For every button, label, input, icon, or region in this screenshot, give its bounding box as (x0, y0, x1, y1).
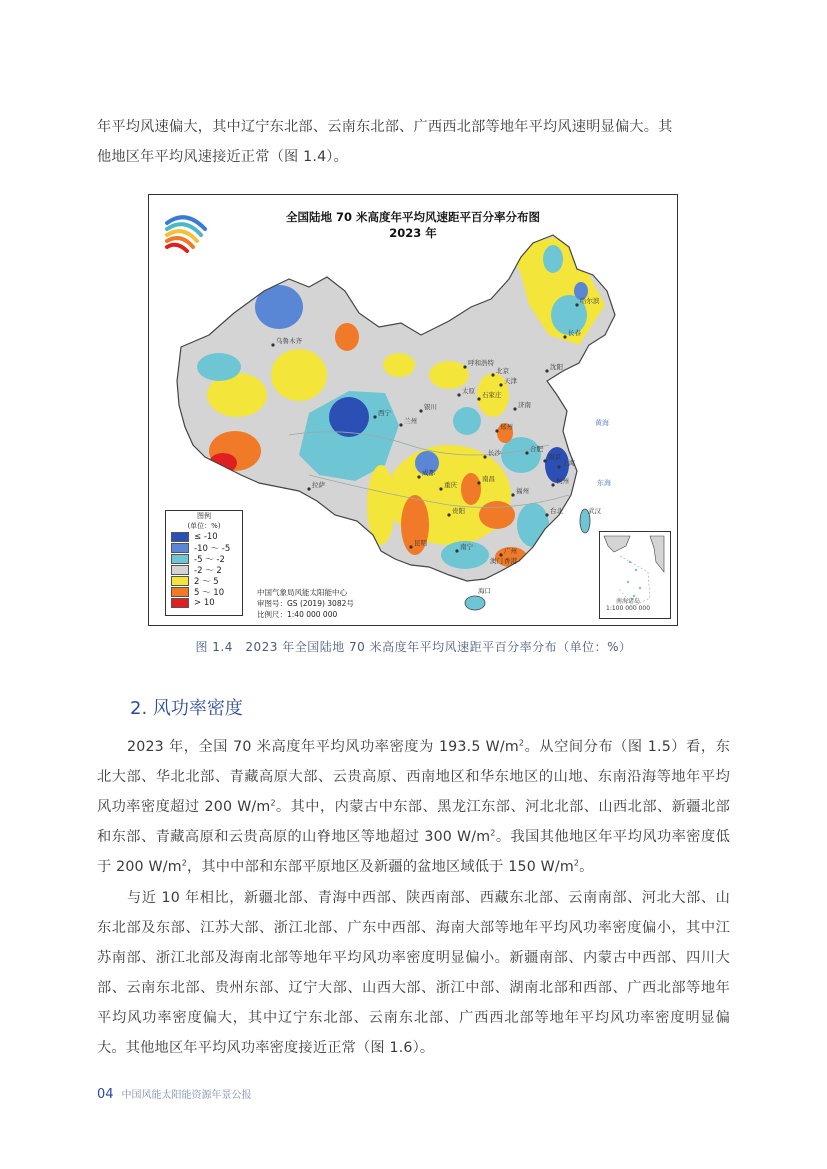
legend-item: -10 ～ -5 (166, 542, 242, 553)
top-text-line2: 他地区年平均风速接近正常（图 1.4）。 (97, 149, 348, 165)
credit-org: 中国气象局风能太阳能中心 (257, 588, 347, 597)
city-label: 重庆 (444, 481, 457, 489)
credit-scale: 比例尺：1:40 000 000 (257, 610, 338, 619)
footer-title: 中国风能太阳能资源年景公报 (121, 1090, 252, 1101)
legend-item: 5 ～ 10 (166, 586, 242, 597)
page-footer (97, 1086, 252, 1102)
city-label: 呼和浩特 (468, 359, 494, 367)
page-number: 04 (97, 1087, 114, 1102)
city-label: 广州 (504, 547, 517, 555)
legend-item: 2 ～ 5 (166, 575, 242, 586)
sea-label: 黄海 (595, 419, 609, 427)
city-label: 太原 (462, 387, 475, 395)
city-label: 沈阳 (550, 363, 563, 371)
city-label: 西宁 (378, 409, 391, 417)
legend-swatch (171, 587, 189, 597)
city-label: 银川 (424, 403, 437, 411)
city-label: 武汉 (588, 507, 601, 515)
city-label: 郑州 (500, 423, 513, 431)
legend-item: -5 ～ -2 (166, 553, 242, 564)
city-label: 兰州 (404, 417, 417, 425)
inset-label: 南海诸岛 (616, 598, 641, 605)
city-label: 海口 (478, 587, 491, 595)
city-label: 南宁 (460, 543, 473, 551)
city-label: 拉萨 (312, 481, 325, 489)
legend-swatch (171, 576, 189, 586)
section-heading: 2. 风功率密度 (130, 698, 243, 719)
city-label: 上海 (562, 459, 575, 467)
city-label: 澳门 (490, 557, 503, 565)
inset-scale: 1:100 000 000 (606, 605, 651, 612)
sea-label: 东海 (597, 479, 611, 487)
city-label: 台北 (550, 507, 563, 515)
legend-item: > 10 (166, 597, 242, 608)
city-label: 香港 (504, 557, 517, 565)
wind-anomaly-map-figure (148, 194, 678, 626)
city-label: 成都 (422, 469, 435, 477)
legend-swatch (171, 543, 189, 553)
city-label: 昆明 (414, 539, 427, 547)
city-label: 长春 (568, 329, 581, 337)
map-year: 2023 年 (389, 226, 437, 240)
city-label: 济南 (518, 401, 531, 409)
city-label: 长沙 (488, 449, 501, 457)
legend-swatch (171, 598, 189, 608)
legend-swatch (171, 554, 189, 564)
credit-review: 审图号：GS (2019) 3082号 (257, 599, 354, 608)
legend-item: ≤ -10 (166, 531, 242, 542)
city-label: 乌鲁木齐 (276, 337, 302, 345)
city-label: 南京 (548, 453, 561, 461)
legend-swatch (171, 532, 189, 542)
paragraph-comparison: 与近 10 年相比，新疆北部、青海中西部、陕西南部、西藏东北部、云南南部、河北大部、山东北部及东部、江苏大部、浙江北部、广东中西部、海南大部等地年平均风功率密度偏小，其中江苏南部、浙江北部及海南北部等地年平均风功率密度明显偏小。新疆南部、内蒙古中西部、四川大部、云南东北部、贵州东部、辽宁大部、山西大部、浙江中部、湖南北部和西部、广西北部等地年平均风功率密度偏大，其中辽宁东北部、云南东北部、广西西北部等地年平均风功率密度明显偏大。其他地区年平均风功率密度接近正常（图 1.6）。 (97, 890, 730, 1056)
top-paragraph (97, 112, 730, 172)
legend-unit: (单位：%) (187, 522, 221, 530)
city-label: 合肥 (530, 445, 543, 453)
map-title: 全国陆地 70 米高度年平均风速距平百分率分布图 (285, 210, 540, 224)
legend-swatch (171, 565, 189, 575)
city-label: 福州 (516, 487, 529, 495)
map-credits (257, 587, 354, 620)
city-label: 天津 (504, 377, 517, 385)
top-text-line1: 年平均风速偏大，其中辽宁东北部、云南东北部、广西西北部等地年平均风速明显偏大。其 (97, 119, 673, 135)
city-label: 哈尔滨 (580, 297, 600, 305)
city-label: 石家庄 (482, 391, 502, 399)
city-label: 北京 (496, 367, 509, 375)
city-label: 南昌 (482, 475, 495, 483)
figure-caption: 图 1.4 2023 年全国陆地 70 米高度年平均风速距平百分率分布（单位：%） (195, 640, 632, 654)
legend-title: 图例 (197, 512, 211, 520)
city-label: 贵阳 (452, 507, 465, 515)
city-label: 杭州 (556, 477, 569, 485)
paragraph-wind-power-density: 2023 年，全国 70 米高度年平均风功率密度为 193.5 $W/m^2$。从空间分布（图 1.5）看，东北大部、华北北部、青藏高原大部、云贵高原、西南地区和华东地区的山地、东南沿海等地年平均风功率密度超过 200 $W/m^2$。其中，内蒙古中东部、黑龙江东部、河北北部、山西北部、新疆北部和东部、青藏高原和云贵高原的山脊地区等地超过 300 $W/m^2$。我国其他地区年平均风功率密度低于 200 $W/m^2$，其中中部和东部平原地区及新疆的盆地区域低于 150 $W/m^2$。 (97, 738, 731, 875)
south-china-sea-inset (599, 531, 671, 619)
hainan-island (465, 596, 485, 610)
map-legend (165, 510, 243, 616)
legend-item: -2 ～ 2 (166, 564, 242, 575)
